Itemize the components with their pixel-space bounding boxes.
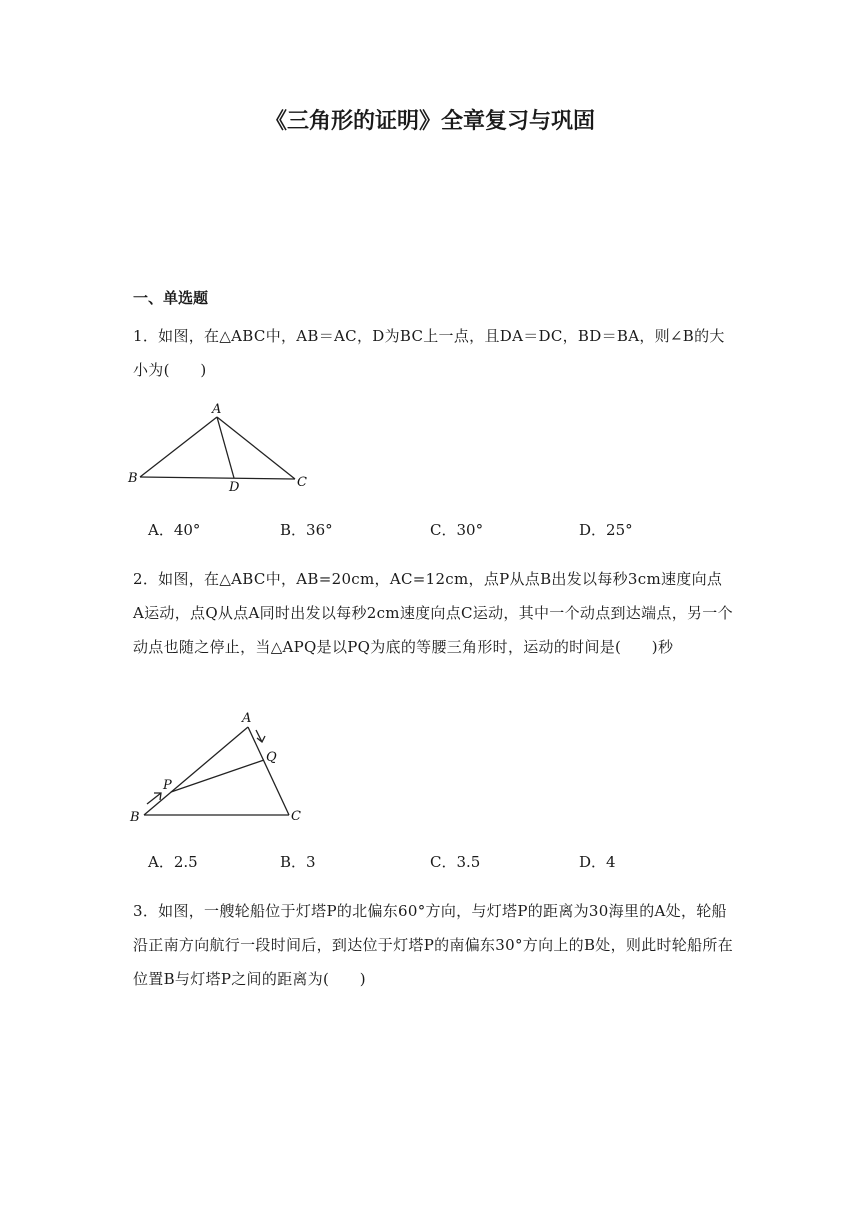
label-a: A xyxy=(212,402,222,417)
option-c[interactable]: C．3.5 xyxy=(430,853,481,871)
question-1-text: 1．如图，在△ABC中，AB＝AC，D为BC上一点，且DA＝DC，BD＝BA，则∠B的大小为( ) xyxy=(133,327,725,379)
segment-pq xyxy=(171,760,264,792)
option-b[interactable]: B．36° xyxy=(280,521,333,539)
question-3-text: 3．如图，一艘轮船位于灯塔P的北偏东60°方向，与灯塔P的距离为30海里的A处，轮船沿正南方向航行一段时间后，到达位于灯塔P的南偏东30°方向上的B处，则此时轮船所在位置B与灯塔P之间的距离为( ) xyxy=(133,902,734,988)
question-1-options xyxy=(148,519,748,539)
label-c: C xyxy=(297,475,307,490)
label-d: D xyxy=(229,480,240,494)
option-b[interactable]: B．3 xyxy=(280,853,316,871)
label-b: B xyxy=(128,471,138,486)
segment-ad xyxy=(217,417,234,478)
question-2-options xyxy=(148,851,748,871)
label-c: C xyxy=(291,809,301,824)
label-p: P xyxy=(163,778,172,793)
question-2-text: 2．如图，在△ABC中，AB=20cm，AC=12cm，点P从点B出发以每秒3cm速度向点A运动，点Q从点A同时出发以每秒2cm速度向点C运动，其中一个动点到达端点，另一个动点也随之停止，当△APQ是以PQ为底的等腰三角形时，运动的时间是( )秒 xyxy=(133,570,733,656)
segment-bc xyxy=(140,477,295,479)
option-d[interactable]: D．4 xyxy=(579,853,616,871)
label-q: Q xyxy=(266,750,277,765)
option-d[interactable]: D．25° xyxy=(579,521,633,539)
segment-ac xyxy=(248,727,289,815)
label-b: B xyxy=(130,810,140,825)
option-c[interactable]: C．30° xyxy=(430,521,484,539)
label-a: A xyxy=(242,711,252,726)
section-heading: 一、单选题 xyxy=(133,289,209,307)
segment-ab xyxy=(140,417,217,477)
option-a[interactable]: A．2.5 xyxy=(148,853,198,871)
document-title: 《三角形的证明》全章复习与巩固 xyxy=(264,109,595,134)
option-a[interactable]: A．40° xyxy=(148,521,201,539)
question-2-figure xyxy=(125,708,315,830)
question-1-figure xyxy=(125,398,315,494)
segment-ac xyxy=(217,417,295,479)
